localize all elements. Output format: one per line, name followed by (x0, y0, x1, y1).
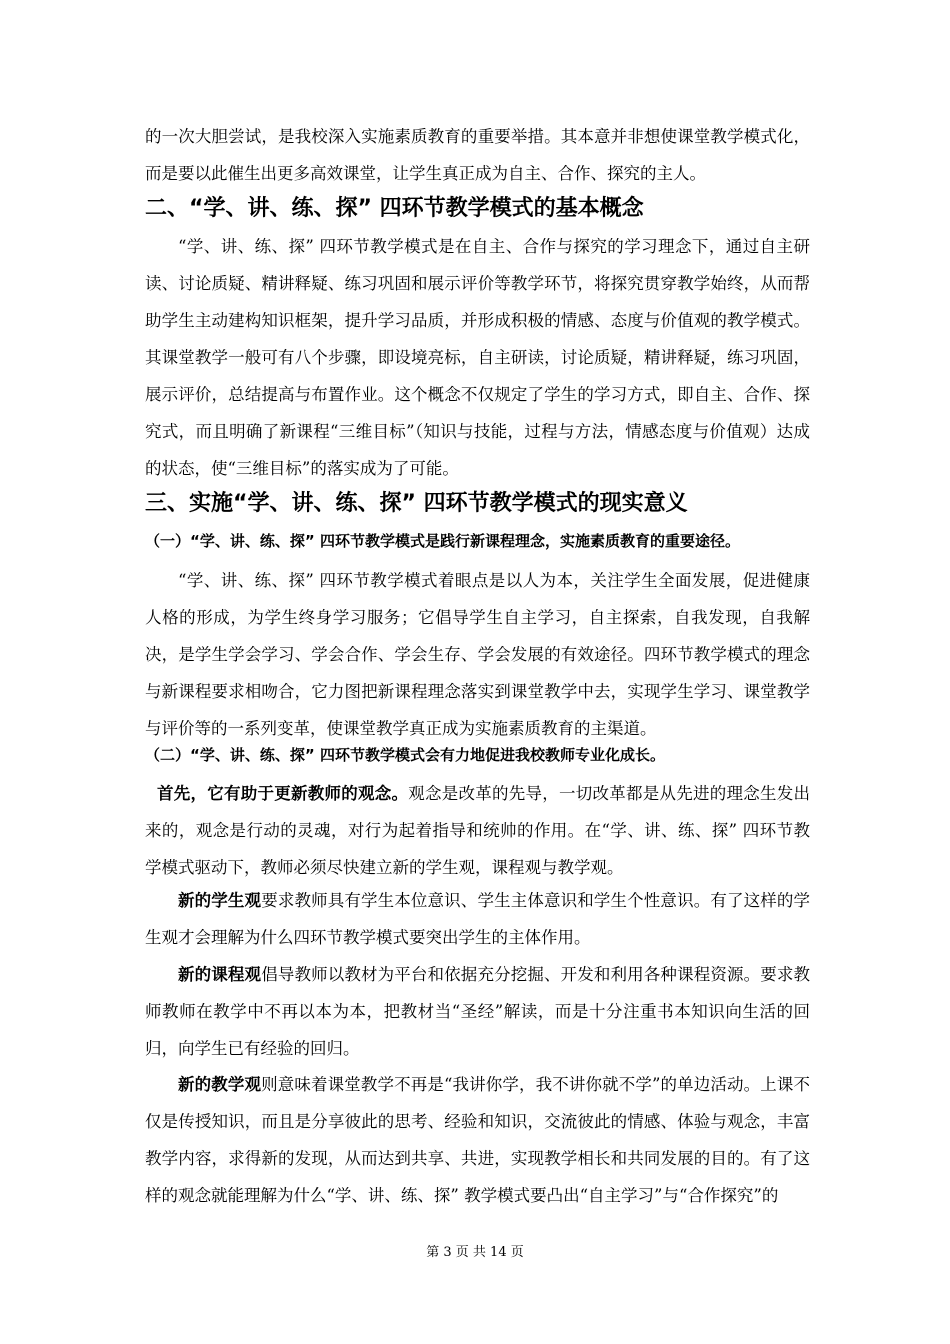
teacher-concept-paragraph (145, 775, 810, 886)
section-3-sub-1-heading: （一）“学、讲、练、探” 四环节教学模式是践行新课程理念，实施素质教育的重要途径。 (145, 532, 740, 550)
section-3-heading: 三、实施“学、讲、练、探” 四环节教学模式的现实意义 (145, 491, 688, 516)
student-view-label: 新的学生观 (178, 891, 262, 910)
teaching-view-label: 新的教学观 (178, 1075, 262, 1094)
curriculum-view-label: 新的课程观 (178, 965, 262, 984)
section-2-heading: 二、“学、讲、练、探” 四环节教学模式的基本概念 (145, 196, 644, 221)
student-view-paragraph (145, 882, 810, 956)
section-3-sub-2-heading: （二）“学、讲、练、探” 四环节教学模式会有力地促进我校教师专业化成长。 (145, 746, 665, 764)
section-3-sub-1-paragraph: “学、讲、练、探” 四环节教学模式着眼点是以人为本，关注学生全面发展，促进健康人格的形成，为学生终身学习服务；它倡导学生自主学习，自主探索，自我发现，自我解决，是学生学会学习、学会合作、学会生存、学会发展的有效途径。四环节教学模式的理念与新课程要求相吻合，它力图把新课程理念落实到课堂教学中去，实现学生学习、课堂教学与评价等的一系列变革，使课堂教学真正成为实施素质教育的主渠道。 (145, 571, 810, 738)
student-view-text: 要求教师具有学生本位意识、学生主体意识和学生个性意识。有了这样的学生观才会理解为什么四环节教学模式要突出学生的主体作用。 (145, 891, 811, 947)
curriculum-view-paragraph (145, 956, 810, 1067)
page-footer: 第 3 页 共 14 页 (426, 1245, 524, 1260)
teaching-view-paragraph (145, 1066, 810, 1214)
teaching-view-text: 则意味着课堂教学不再是“我讲你学，我不讲你就不学”的单边活动。上课不仅是传授知识，而且是分享彼此的思考、经验和知识，交流彼此的情感、体验与观念，丰富教学内容，求得新的发现，从而达到共享、共进，实现教学相长和共同发展的目的。有了这样的观念就能理解为什么“学、讲、练、探” 教学模式要凸出“自主学习”与“合作探究”的 (145, 1075, 810, 1205)
section-2-paragraph: “学、讲、练、探” 四环节教学模式是在自主、合作与探究的学习理念下，通过自主研读、讨论质疑、精讲释疑、练习巩固和展示评价等教学环节，将探究贯穿教学始终，从而帮助学生主动建构知识框架，提升学习品质，并形成积极的情感、态度与价值观的教学模式。其课堂教学一般可有八个步骤，即设境亮标，自主研读，讨论质疑，精讲释疑，练习巩固，展示评价，总结提高与布置作业。这个概念不仅规定了学生的学习方式，即自主、合作、探究式，而且明确了新课程“三维目标”（知识与技能，过程与方法，情感态度与价值观）达成的状态，使“三维目标”的落实成为了可能。 (145, 237, 810, 478)
intro-paragraph: 的一次大胆尝试，是我校深入实施素质教育的重要举措。其本意并非想使课堂教学模式化，而是要以此催生出更多高效课堂，让学生真正成为自主、合作、探究的主人。 (145, 127, 810, 183)
teacher-concept-lead: 首先，它有助于更新教师的观念。 (157, 784, 409, 803)
curriculum-view-text: 倡导教师以教材为平台和依据充分挖掘、开发和利用各种课程资源。要求教师教师在教学中不再以本为本，把教材当“圣经”解读，而是十分注重书本知识向生活的回归，向学生已有经验的回归。 (145, 965, 811, 1058)
teacher-concept-text: 观念是改革的先导，一切改革都是从先进的理念生发出来的，观念是行动的灵魂，对行为起着指导和统帅的作用。在“学、讲、练、探” 四环节教学模式驱动下，教师必须尽快建立新的学生观，课程观与教学观。 (145, 784, 810, 877)
